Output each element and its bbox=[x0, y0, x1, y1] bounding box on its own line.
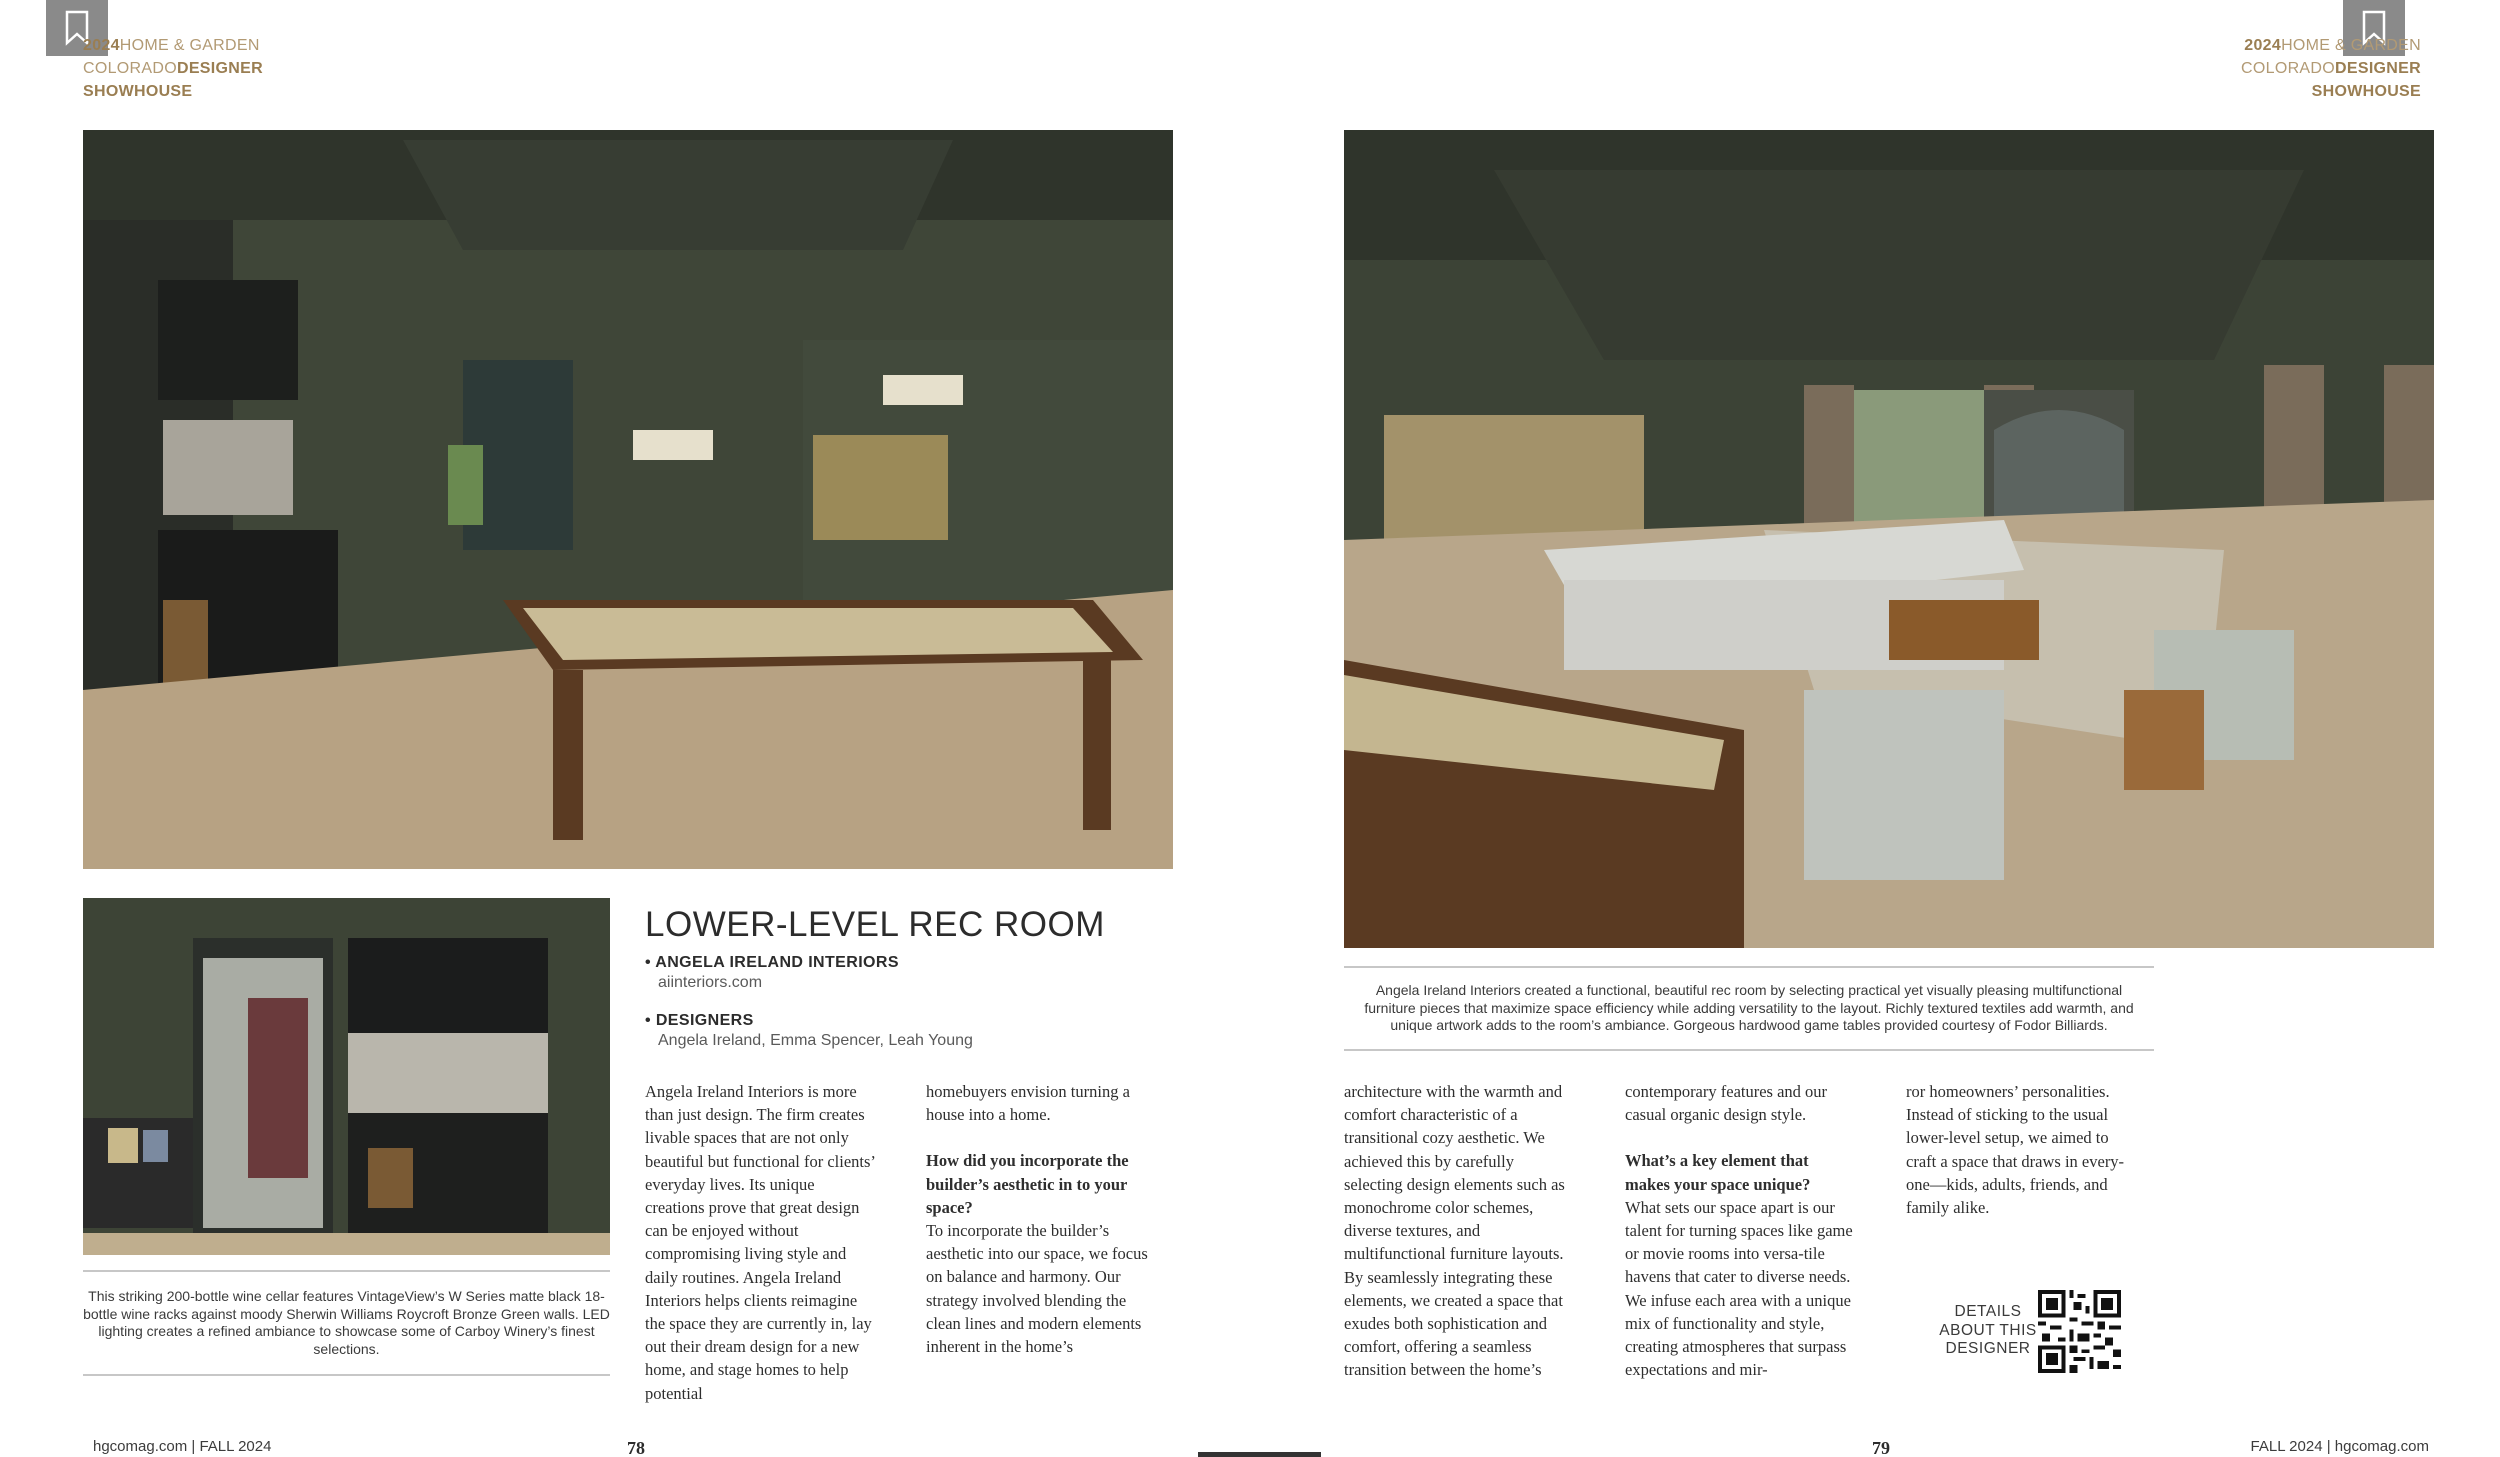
interview-question: What’s a key element that makes your space unique? bbox=[1625, 1151, 1811, 1194]
rec-room-photo-lounge bbox=[1344, 130, 2434, 948]
designers-credit bbox=[645, 1011, 973, 1051]
masthead-line2b: DESIGNER bbox=[2335, 60, 2421, 77]
body-paragraph: homebuyers envision turning a house into a home. bbox=[926, 1082, 1130, 1125]
page-number-right: 79 bbox=[1872, 1438, 1890, 1457]
qr-code-icon[interactable] bbox=[2038, 1290, 2121, 1373]
details-line-2: ABOUT THIS bbox=[1939, 1321, 2037, 1339]
body-column-3 bbox=[1344, 1080, 1576, 1382]
body-paragraph: architecture with the warmth and comfort characteristic of a transitional cozy aesthetic. We achieved this by carefully selecting design elements such as monochrome color schemes, diverse textures, and multifunctional furniture layouts. By seamlessly integrating these elements, we created a space that exudes both sophistication and comfort, offering a seamless transition between the home’s bbox=[1344, 1082, 1565, 1380]
interview-question: How did you incorporate the builder’s aesthetic in to your space? bbox=[926, 1151, 1129, 1217]
body-paragraph: To incorporate the builder’s aesthetic into our space, we focus on balance and harmony. Our strategy involved blending the clean lines and modern elements inherent in the home’s bbox=[926, 1221, 1148, 1357]
body-paragraph: contemporary features and our casual organic design style. bbox=[1625, 1082, 1828, 1125]
body-paragraph: What sets our space apart is our talent for turning spaces like game or movie rooms into versa-tile havens that cater to diverse needs. We infuse each area with a unique mix of functionality and style, creating atmospheres that surpass expectations and mir- bbox=[1625, 1197, 1853, 1380]
article-title: LOWER-LEVEL REC ROOM bbox=[645, 905, 1105, 944]
rec-room-photo-pool-table bbox=[83, 130, 1173, 869]
footer-folio-right: FALL 2024 | hgcomag.com bbox=[2250, 1438, 2429, 1455]
masthead-line2b: DESIGNER bbox=[176, 60, 263, 77]
body-column-4 bbox=[1625, 1080, 1857, 1381]
masthead-right bbox=[2241, 34, 2421, 103]
masthead-year: 2024 bbox=[83, 37, 120, 54]
body-column-1 bbox=[645, 1080, 877, 1405]
footer-folio-left: hgcomag.com | FALL 2024 bbox=[93, 1438, 272, 1455]
body-paragraph: Angela Ireland Interiors is more than just design. The firm creates livable spaces that are not only beautiful but functional for clients’ everyday lives. Its unique creations prove that great design can be enjoyed without compromising living style and daily routines. Angela Ireland Interiors helps clients reimagine the space they are currently in, lay out their dream design for a new home, and stage homes to help potential bbox=[645, 1082, 875, 1403]
design-firm-credit bbox=[645, 953, 899, 993]
masthead-line2a: COLORADO bbox=[83, 60, 177, 77]
masthead-line3: SHOWHOUSE bbox=[83, 83, 193, 100]
details-line-3: DESIGNER bbox=[1945, 1340, 2031, 1357]
page-scrollbar[interactable] bbox=[1198, 1452, 1321, 1457]
design-firm-name: • ANGELA IRELAND INTERIORS bbox=[645, 954, 899, 971]
body-column-5 bbox=[1906, 1080, 2138, 1219]
masthead-left bbox=[83, 34, 263, 103]
page-number-left: 78 bbox=[627, 1438, 645, 1457]
designer-details-label bbox=[1935, 1303, 2041, 1359]
masthead-line1: HOME & GARDEN bbox=[2281, 37, 2421, 54]
designers-names: Angela Ireland, Emma Spencer, Leah Young bbox=[658, 1032, 973, 1049]
body-column-2 bbox=[926, 1080, 1158, 1358]
masthead-line2a: COLORADO bbox=[2241, 60, 2336, 77]
masthead-line1: HOME & GARDEN bbox=[119, 37, 260, 54]
rec-room-caption: Angela Ireland Interiors created a functional, beautiful rec room by selecting practical yet visually pleasing multifunctional furniture pieces that maximize space efficiency while adding versatility to the layout. Richly textured textiles add warmth, and unique artwork adds to the room’s ambiance. Gorgeous hardwood game tables provided courtesy of Fodor Billiards. bbox=[1344, 966, 2154, 1051]
masthead-year: 2024 bbox=[2244, 37, 2282, 54]
details-line-1: DETAILS bbox=[1954, 1303, 2022, 1320]
wine-cellar-caption: This striking 200-bottle wine cellar features VintageView’s W Series matte black 18-bottle wine racks against moody Sherwin Williams Roycroft Bronze Green walls. LED lighting creates a refined ambiance to showcase some of Carboy Winery’s finest selections. bbox=[83, 1270, 610, 1376]
designers-label: • DESIGNERS bbox=[645, 1012, 754, 1029]
wine-cellar-photo bbox=[83, 898, 610, 1255]
masthead-line3: SHOWHOUSE bbox=[2311, 83, 2421, 100]
design-firm-url[interactable]: aiinteriors.com bbox=[658, 974, 763, 991]
body-paragraph: ror homeowners’ personalities. Instead of sticking to the usual lower-level setup, we aimed to craft a space that draws in every-one—kids, adults, friends, and family alike. bbox=[1906, 1082, 2125, 1218]
